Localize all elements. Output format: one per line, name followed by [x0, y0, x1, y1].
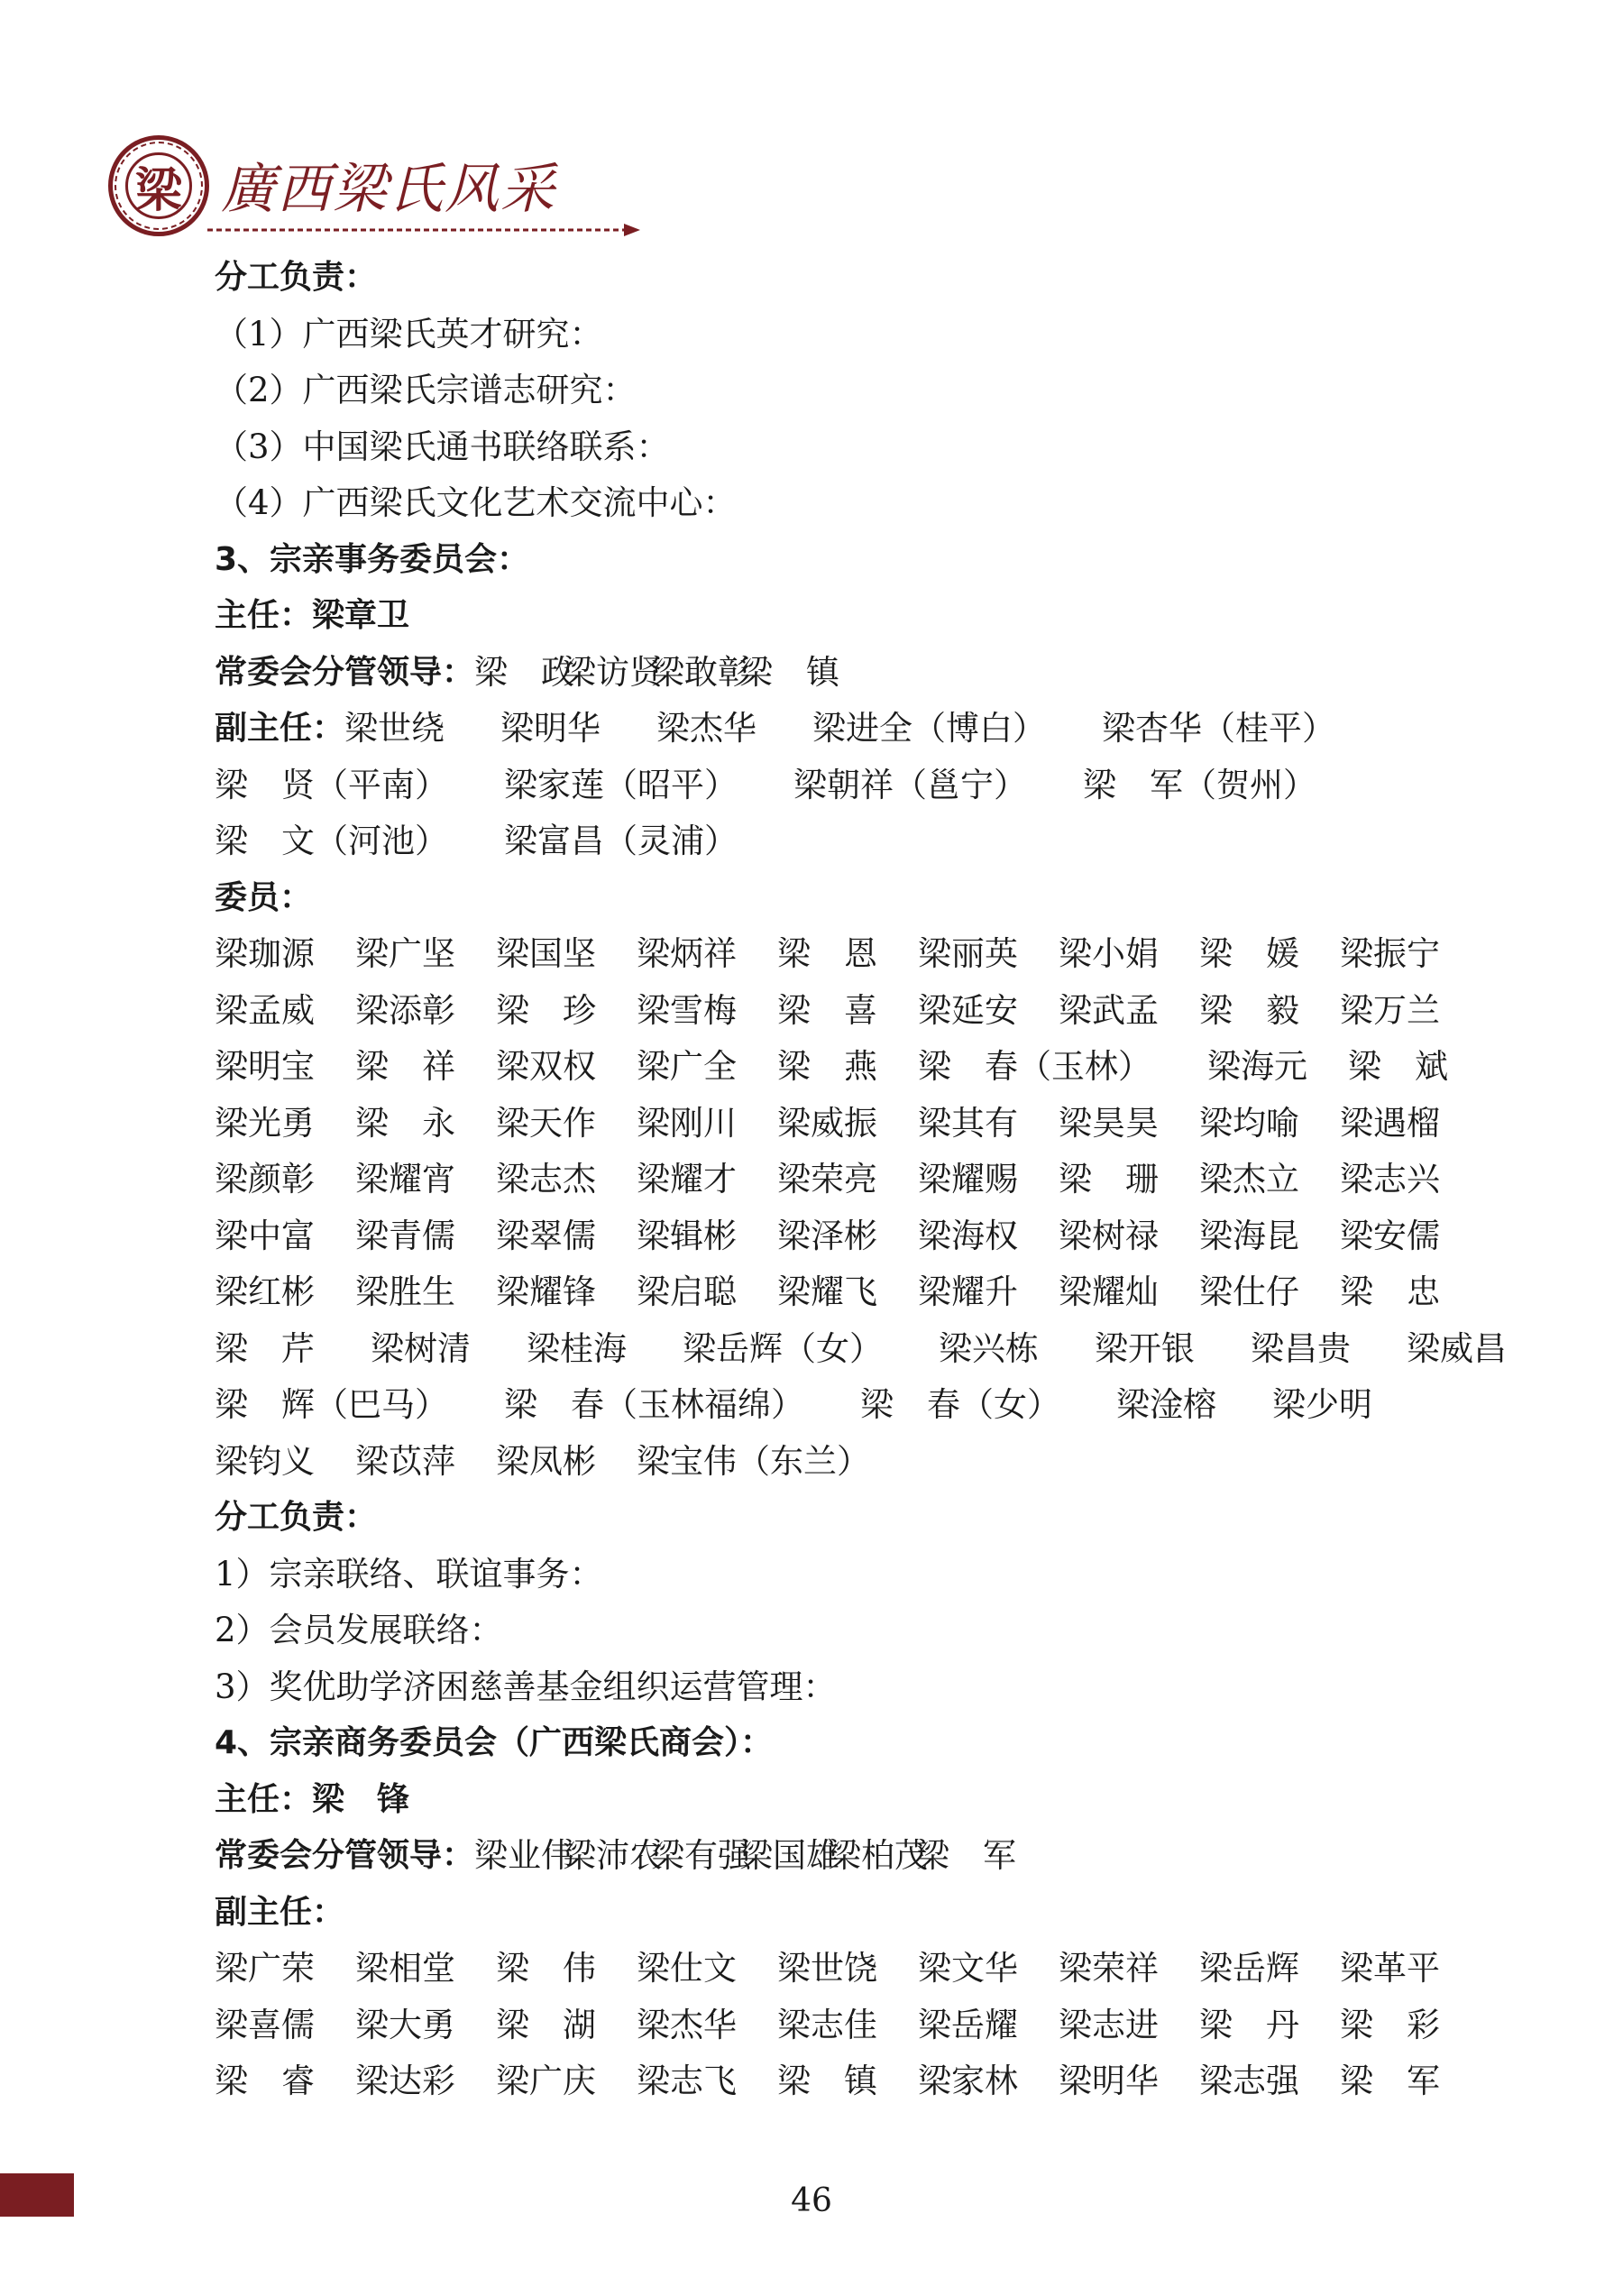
member-name: 梁天作 — [496, 1103, 596, 1143]
member-name: 梁 毅 — [1199, 990, 1299, 1030]
name-row — [215, 1828, 1477, 1885]
member-name: 梁雪梅 — [637, 990, 737, 1030]
text-line: 3）奖优助学济困慈善基金组织运营管理： — [215, 1667, 837, 1706]
member-name: 梁 军 — [916, 1836, 1017, 1875]
member-name: 梁荣亮 — [777, 1160, 877, 1199]
member-name: 梁明宝 — [215, 1047, 315, 1086]
seal-character: 梁 — [125, 152, 192, 219]
member-name: 梁广全 — [637, 1047, 737, 1086]
member-name: 梁沛农 — [563, 1836, 664, 1875]
member-name: 梁富昌（灵浦） — [504, 822, 738, 860]
member-name: 梁 春（玉林） — [918, 1047, 1151, 1086]
member-name: 梁炳祥 — [637, 934, 737, 973]
text-line: 2）会员发展联络： — [215, 1611, 503, 1649]
member-name: 梁 恩 — [777, 934, 877, 973]
member-name: 梁辑彬 — [637, 1216, 737, 1255]
member-name: 梁树清 — [371, 1328, 471, 1368]
member-name: 梁 春（玉林福绵） — [504, 1385, 804, 1424]
name-row — [215, 1377, 1477, 1434]
member-name: 梁昊昊 — [1059, 1103, 1159, 1143]
name-row — [215, 758, 1477, 814]
member-name: 梁其有 — [918, 1103, 1018, 1143]
name-row — [215, 1264, 1477, 1321]
member-name: 梁杰立 — [1199, 1160, 1299, 1199]
name-row — [215, 813, 1477, 870]
header-arrow-icon — [207, 221, 640, 239]
member-name: 梁桂海 — [527, 1328, 627, 1368]
member-name: 梁耀升 — [918, 1272, 1018, 1311]
page-number: 46 — [791, 2182, 832, 2219]
text-line: （2）广西梁氏宗谱志研究： — [215, 371, 637, 409]
member-name: 梁世绕 — [344, 709, 445, 748]
member-name: 梁杏华（桂平） — [1102, 709, 1336, 748]
page-header — [99, 126, 568, 243]
member-name: 梁丽英 — [918, 934, 1018, 973]
member-name: 梁 辉（巴马） — [215, 1385, 448, 1424]
member-name: 梁 伟 — [496, 1949, 596, 1988]
name-row — [215, 1096, 1477, 1153]
member-name: 梁 睿 — [215, 2062, 315, 2100]
name-row — [215, 645, 1477, 702]
member-name: 梁钧义 — [215, 1441, 315, 1481]
member-name: 梁荣祥 — [1059, 1949, 1159, 1988]
member-name: 梁 永 — [355, 1103, 455, 1143]
member-name: 梁杰华 — [637, 2005, 737, 2044]
member-name: 梁达彩 — [355, 2062, 455, 2100]
member-name: 梁志兴 — [1340, 1160, 1440, 1199]
member-name: 梁 斌 — [1348, 1047, 1448, 1086]
member-name: 梁海权 — [918, 1216, 1018, 1255]
name-row — [215, 926, 1477, 983]
member-name: 梁国雄 — [739, 1836, 840, 1875]
member-name: 梁延安 — [918, 990, 1018, 1030]
member-name: 梁 芹 — [215, 1328, 315, 1368]
member-name: 梁广庆 — [496, 2062, 596, 2100]
member-name: 梁 贤（平南） — [215, 765, 448, 804]
member-name: 梁遇榴 — [1340, 1103, 1440, 1143]
name-row — [215, 1941, 1477, 1998]
member-name: 梁威昌 — [1407, 1328, 1507, 1368]
name-row — [215, 983, 1477, 1040]
member-name: 梁少明 — [1272, 1385, 1372, 1424]
member-name: 梁明华 — [1059, 2062, 1159, 2100]
name-row — [215, 1998, 1477, 2054]
member-name: 梁万兰 — [1340, 990, 1440, 1030]
member-name: 梁岳辉（女） — [683, 1328, 883, 1368]
member-name: 梁志杰 — [496, 1160, 596, 1199]
member-name: 梁国坚 — [496, 934, 596, 973]
member-name: 梁业伟 — [474, 1836, 575, 1875]
member-name: 梁珈源 — [215, 934, 315, 973]
member-name: 梁相堂 — [355, 1949, 455, 1988]
member-name: 梁仕文 — [637, 1949, 737, 1988]
member-name: 梁家林 — [918, 2062, 1018, 2100]
row-label: 常委会分管领导： — [215, 1837, 475, 1874]
member-name: 梁耀赐 — [918, 1160, 1018, 1199]
member-name: 梁耀宵 — [355, 1160, 455, 1199]
name-row — [215, 1321, 1507, 1378]
member-name: 梁苡萍 — [355, 1441, 455, 1481]
member-name: 梁添彰 — [355, 990, 455, 1030]
member-name: 梁访贤 — [563, 652, 664, 692]
member-name: 梁耀锋 — [496, 1272, 596, 1311]
section-heading: 分工负责： — [215, 259, 378, 296]
member-name: 梁 喜 — [777, 990, 877, 1030]
member-name: 梁 政 — [474, 652, 575, 692]
member-name: 梁文华 — [918, 1949, 1018, 1988]
member-name: 梁淦榕 — [1116, 1385, 1216, 1424]
section-heading: 副主任： — [215, 1893, 345, 1931]
name-row — [215, 1152, 1477, 1208]
member-name: 梁振宁 — [1340, 934, 1440, 973]
member-name: 梁青儒 — [355, 1216, 455, 1255]
member-name: 梁广荣 — [215, 1949, 315, 1988]
member-name: 梁世饶 — [777, 1949, 877, 1988]
member-name: 梁志进 — [1059, 2005, 1159, 2044]
member-name: 梁进全（博白） — [812, 709, 1047, 748]
member-name: 梁志强 — [1199, 2062, 1299, 2100]
member-name: 梁 文（河池） — [215, 822, 448, 860]
member-name: 梁树禄 — [1059, 1216, 1159, 1255]
member-name: 梁小娟 — [1059, 934, 1159, 973]
member-name: 梁安儒 — [1340, 1216, 1440, 1255]
member-name: 梁 湖 — [496, 2005, 596, 2044]
member-name: 梁岳耀 — [918, 2005, 1018, 2044]
member-name: 梁 媛 — [1199, 934, 1299, 973]
member-name: 梁刚川 — [637, 1103, 737, 1143]
member-name: 梁 镇 — [777, 2062, 877, 2100]
member-name: 梁明华 — [500, 709, 601, 748]
member-name: 梁柏茂 — [828, 1836, 929, 1875]
name-row — [215, 2053, 1477, 2110]
document-body — [215, 250, 1507, 2110]
member-name: 梁广坚 — [355, 934, 455, 973]
member-name: 梁 军（贺州） — [1083, 765, 1316, 804]
member-name: 梁启聪 — [637, 1272, 737, 1311]
member-name: 梁 燕 — [777, 1047, 877, 1086]
name-row — [215, 1434, 1477, 1491]
section-heading: 主任：梁 锋 — [215, 1780, 410, 1818]
member-name: 梁志佳 — [777, 2005, 877, 2044]
member-name: 梁孟威 — [215, 990, 315, 1030]
member-name: 梁宝伟（东兰） — [637, 1441, 870, 1481]
member-name: 梁 镇 — [739, 652, 840, 692]
member-name: 梁 珍 — [496, 990, 596, 1030]
member-name: 梁 彩 — [1340, 2005, 1440, 2044]
member-name: 梁 丹 — [1199, 2005, 1299, 2044]
member-name: 梁岳辉 — [1199, 1949, 1299, 1988]
brand-title: 廣西梁氏风采 — [221, 158, 556, 221]
text-line: （1）广西梁氏英才研究： — [215, 314, 603, 354]
member-name: 梁志飞 — [637, 2062, 737, 2100]
member-name: 梁均喻 — [1199, 1103, 1299, 1143]
member-name: 梁中富 — [215, 1216, 315, 1255]
section-heading: 3、宗亲事务委员会： — [215, 540, 530, 578]
section-heading: 主任：梁章卫 — [215, 597, 410, 634]
member-name: 梁喜儒 — [215, 2005, 315, 2044]
row-label: 常委会分管领导： — [215, 653, 475, 691]
member-name: 梁海元 — [1207, 1047, 1307, 1086]
member-name: 梁红彬 — [215, 1272, 315, 1311]
section-heading: 分工负责： — [215, 1499, 378, 1536]
member-name: 梁颜彰 — [215, 1160, 315, 1199]
text-line: （4）广西梁氏文化艺术交流中心： — [215, 483, 737, 522]
member-name: 梁武孟 — [1059, 990, 1159, 1030]
member-name: 梁 春（女） — [860, 1385, 1060, 1424]
member-name: 梁 忠 — [1340, 1272, 1440, 1311]
section-heading: 4、宗亲商务委员会（广西梁氏商会）： — [215, 1724, 774, 1761]
member-name: 梁敢彰 — [651, 652, 752, 692]
section-heading: 委员： — [215, 878, 313, 916]
member-name: 梁 珊 — [1059, 1160, 1159, 1199]
member-name: 梁胜生 — [355, 1272, 455, 1311]
text-line: （3）中国梁氏通书联络联系： — [215, 427, 670, 466]
member-name: 梁大勇 — [355, 2005, 455, 2044]
member-name: 梁耀飞 — [777, 1272, 877, 1311]
member-name: 梁 祥 — [355, 1047, 455, 1086]
member-name: 梁开银 — [1095, 1328, 1195, 1368]
member-name: 梁 军 — [1340, 2062, 1440, 2100]
member-name: 梁海昆 — [1199, 1216, 1299, 1255]
member-name: 梁朝祥（邕宁） — [793, 765, 1027, 804]
member-name: 梁有强 — [651, 1836, 752, 1875]
member-name: 梁昌贵 — [1251, 1328, 1351, 1368]
member-name: 梁双权 — [496, 1047, 596, 1086]
name-row — [215, 1208, 1477, 1265]
member-name: 梁仕仔 — [1199, 1272, 1299, 1311]
member-name: 梁革平 — [1340, 1949, 1440, 1988]
member-name: 梁凤彬 — [496, 1441, 596, 1481]
name-row — [215, 701, 1477, 758]
member-name: 梁翠儒 — [496, 1216, 596, 1255]
text-line: 1）宗亲联络、联谊事务： — [215, 1554, 603, 1593]
member-name: 梁光勇 — [215, 1103, 315, 1143]
member-name: 梁泽彬 — [777, 1216, 877, 1255]
seal-logo — [108, 135, 209, 236]
member-name: 梁兴栋 — [939, 1328, 1039, 1368]
member-name: 梁耀才 — [637, 1160, 737, 1199]
member-name: 梁威振 — [777, 1103, 877, 1143]
member-name: 梁家莲（昭平） — [504, 765, 738, 804]
member-name: 梁杰华 — [656, 709, 757, 748]
member-name: 梁耀灿 — [1059, 1272, 1159, 1311]
row-label: 副主任： — [215, 710, 345, 747]
name-row — [215, 1039, 1477, 1096]
